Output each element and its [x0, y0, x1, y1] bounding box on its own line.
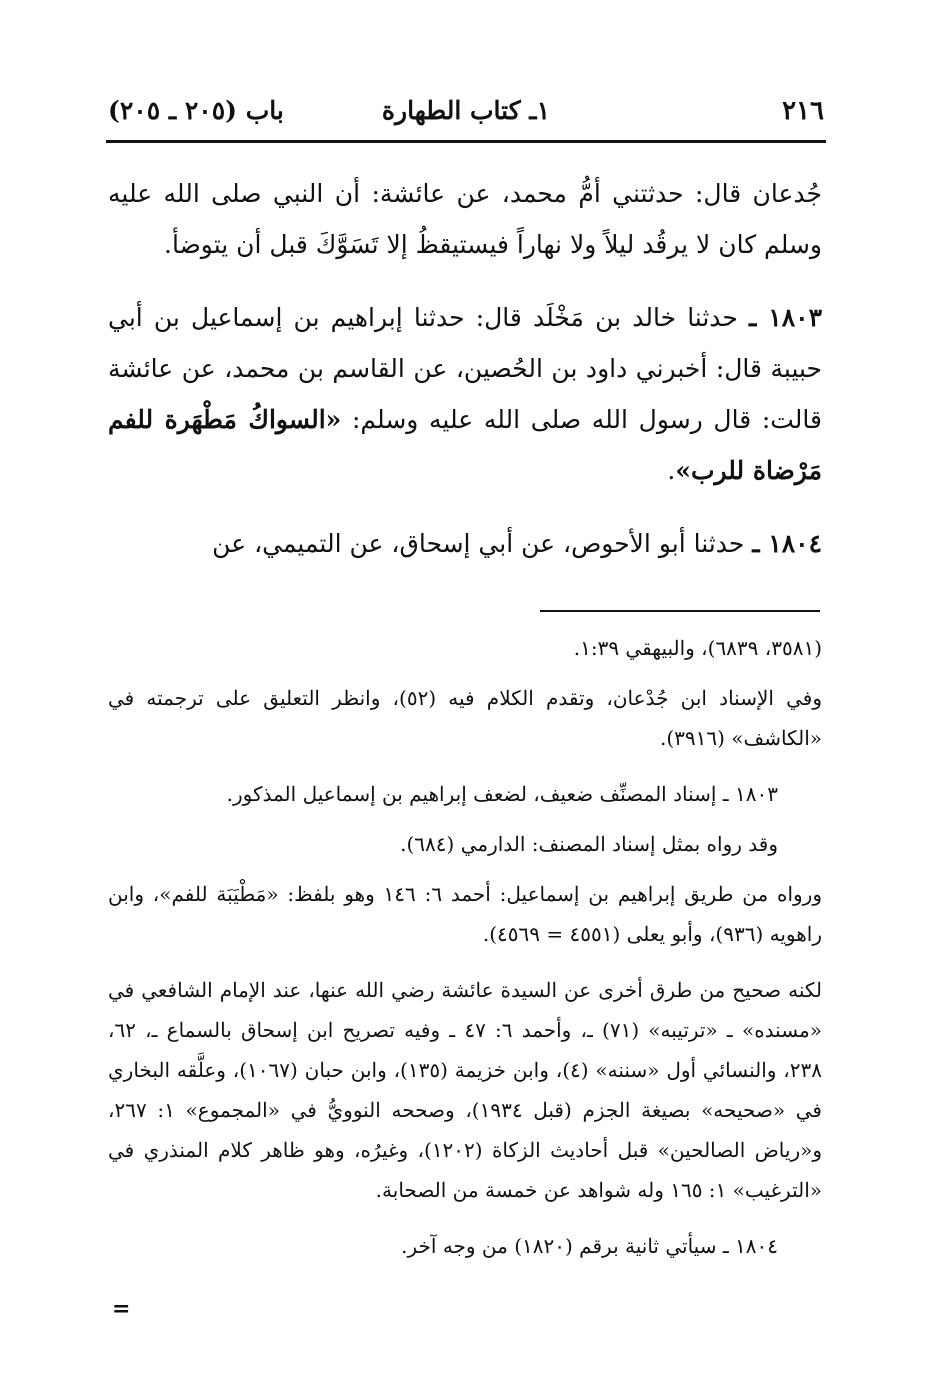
hadith-number: ١٨٠٤ ـ [752, 529, 822, 558]
hadith-number: ١٨٠٣ ـ [749, 303, 822, 332]
paragraph-continuation: جُدعان قال: حدثتني أمُّ محمد، عن عائشة: أن النبي صلى الله عليه وسلم كان لا يرقُد ليلاً ولا نهاراً فيستيقظُ إلا تَسَوَّكَ قبل أن يتوضأ. [108, 179, 822, 259]
footnote-line: ١٨٠٣ ـ إسناد المصنِّف ضعيف، لضعف إبراهيم بن إسماعيل المذكور. [226, 782, 778, 806]
footnote-line: وقد رواه بمثل إسناد المصنف: الدارمي (٦٨٤). [400, 832, 778, 856]
page-header [108, 92, 824, 132]
hadith-end: . [667, 456, 676, 485]
hadith-1803 [108, 292, 822, 496]
footnote-separator [540, 610, 820, 612]
book-title: ١ـ كتاب الطهارة [381, 96, 551, 125]
footnote-line: ١٨٠٤ ـ سيأتي ثانية برقم (١٨٢٠) من وجه آخر. [401, 1234, 778, 1258]
footnote-line: وفي الإسناد ابن جُدْعان، وتقدم الكلام فيه (٥٢)، وانظر التعليق على ترجمته في «الكاشف» (٣٩١٦). [108, 686, 822, 750]
hadith-text: حدثنا خالد بن مَخْلَد قال: حدثنا إبراهيم بن إسماعيل بن أبي حبيبة قال: أخبرني داود بن الحُصين، عن القاسم بن محمد، عن عائشة قالت: قال رسول الله صلى الله عليه وسلم: [108, 303, 822, 434]
main-text [108, 168, 822, 569]
hadith-text: حدثنا أبو الأحوص، عن أبي إسحاق، عن التميمي، عن [212, 529, 745, 558]
hadith-quote: «السواكُ مَطْهَرة للفم مَرْضاة للرب» [108, 405, 822, 485]
header-rule [106, 140, 826, 143]
footnotes [108, 628, 822, 1282]
continuation-mark: = [112, 1296, 131, 1322]
chapter-heading: باب (٢٠٥ ـ ٢٠٥) [108, 96, 284, 125]
footnote-line: لكنه صحيح من طرق أخرى عن السيدة عائشة رضي الله عنها، عند الإمام الشافعي في «مسنده» ـ «ترتيبه» (٧١) ـ، وأحمد ٦: ٤٧ ـ وفيه تصريح ابن إسحاق بالسماع ـ، ٦٢، ٢٣٨، والنسائي أول «سننه» (٤)، وابن خزيمة (١٣٥)، وابن حبان (١٠٦٧)، وعلَّقه البخاري في «صحيحه» بصيغة الجزم (قبل ١٩٣٤)، وصححه النوويُّ في «المجموع» ١: ٢٦٧، و«رياض الصالحين» قبل أحاديث الزكاة (١٢٠٢)، وغيرُه، وهو ظاهر كلام المنذري في «الترغيب» ١: ١٦٥ وله شواهد عن خمسة من الصحابة. [108, 978, 823, 1202]
page-number: ٢١٦ [782, 96, 824, 126]
hadith-1804 [108, 518, 822, 569]
footnote-line: ورواه من طريق إبراهيم بن إسماعيل: أحمد ٦: ١٤٦ وهو بلفظ: «مَطْيَبَة للفم»، وابن راهويه (٩٣٦)، وأبو يعلى (٤٥٥١ = ٤٥٦٩). [108, 882, 823, 946]
footnote-line: (٣٥٨١، ٦٨٣٩)، والبيهقي ١:٣٩. [573, 636, 822, 660]
